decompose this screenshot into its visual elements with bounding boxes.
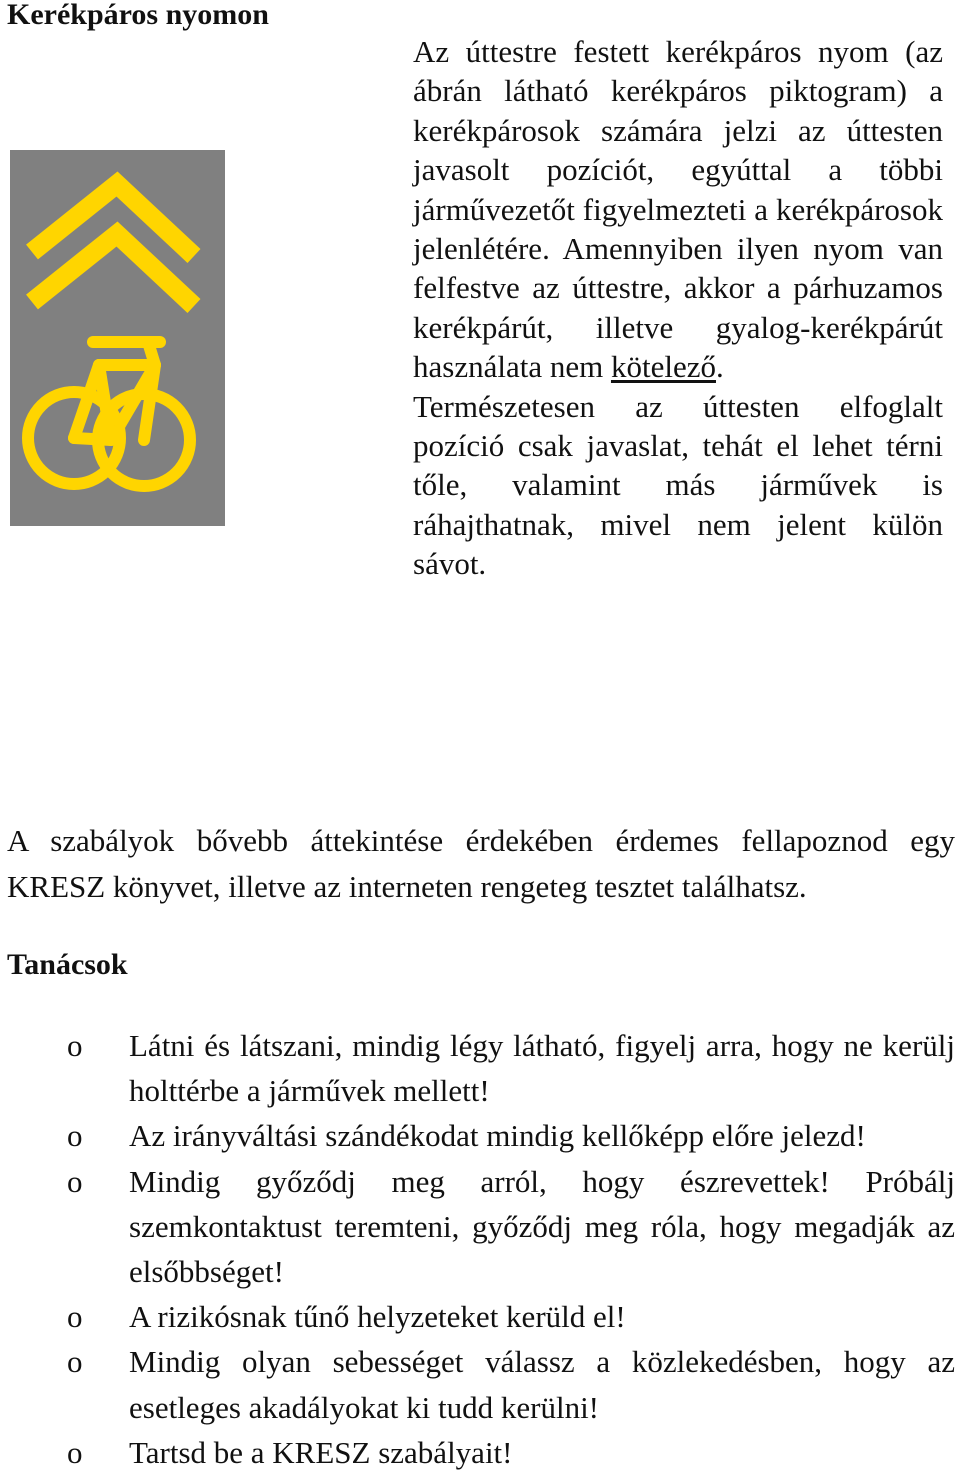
tip-text: A rizikósnak tűnő helyzeteket kerüld el! — [129, 1299, 626, 1335]
tip-text: Látni és látszani, mindig légy látható, figyelj arra, hogy ne kerülj holttérbe a járművek mellett! — [129, 1028, 955, 1109]
tip-text: Tartsd be a KRESZ szabályait! — [129, 1434, 513, 1470]
tip-text: Mindig győződj meg arról, hogy észrevettek! Próbálj szemkontaktust teremteni, győződj meg róla, hogy megadják az elsőbbséget! — [129, 1163, 955, 1290]
bullet-icon: o — [67, 1028, 83, 1063]
list-item — [0, 1113, 960, 1158]
kresz-note: A szabályok bővebb áttekintése érdekében érdemes fellapoznod egy KRESZ könyvet, illetve az interneten rengeteg tesztet találhatsz. — [7, 823, 955, 904]
bullet-icon: o — [67, 1344, 83, 1380]
section-title: Kerékpáros nyomon — [7, 0, 269, 31]
tip-text: Mindig olyan sebességet válassz a közlekedésben, hogy az esetleges akadályokat ki tudd kerülni! — [129, 1344, 955, 1425]
list-item — [0, 1159, 960, 1295]
intro-underlined-word: kötelező — [610, 349, 716, 385]
list-item — [0, 1430, 960, 1475]
intro-paragraph-2: Természetesen az úttesten elfoglalt pozíció csak javaslat, tehát el lehet térni tőle, valamint más járművek is ráhajthatnak, mivel nem jelent külön sávot. — [413, 388, 943, 582]
bicycle-sharrow-icon — [10, 150, 225, 526]
bullet-icon: o — [67, 1163, 83, 1199]
intro-paragraph-1 — [413, 32, 943, 387]
bullet-icon: o — [67, 1118, 83, 1154]
list-item — [0, 1294, 960, 1339]
intro-text — [413, 32, 943, 584]
tip-text: Az irányváltási szándékodat mindig kellőképp előre jelezd! — [129, 1118, 866, 1154]
intro-paragraph-1-text: Az úttestre festett kerékpáros nyom (az ábrán látható kerékpáros piktogram) a kerékpárosok számára jelzi az úttesten javasolt pozíciót, egyúttal a többi járművezetőt figyelmezteti a kerékpárosok jelenlétére. Amennyiben ilyen nyom van felfestve az úttestre, akkor a párhuzamos kerékpárút, illetve gyalog-kerékpárút használata nem — [413, 34, 943, 385]
list-item — [0, 1023, 960, 1113]
tips-list — [0, 1023, 960, 1475]
list-item — [0, 1339, 960, 1429]
tips-title: Tanácsok — [7, 948, 128, 981]
bullet-icon: o — [67, 1299, 83, 1335]
intro-paragraph-1-end: . — [715, 349, 724, 385]
pictogram-figure — [10, 150, 225, 526]
bullet-icon: o — [67, 1434, 83, 1470]
